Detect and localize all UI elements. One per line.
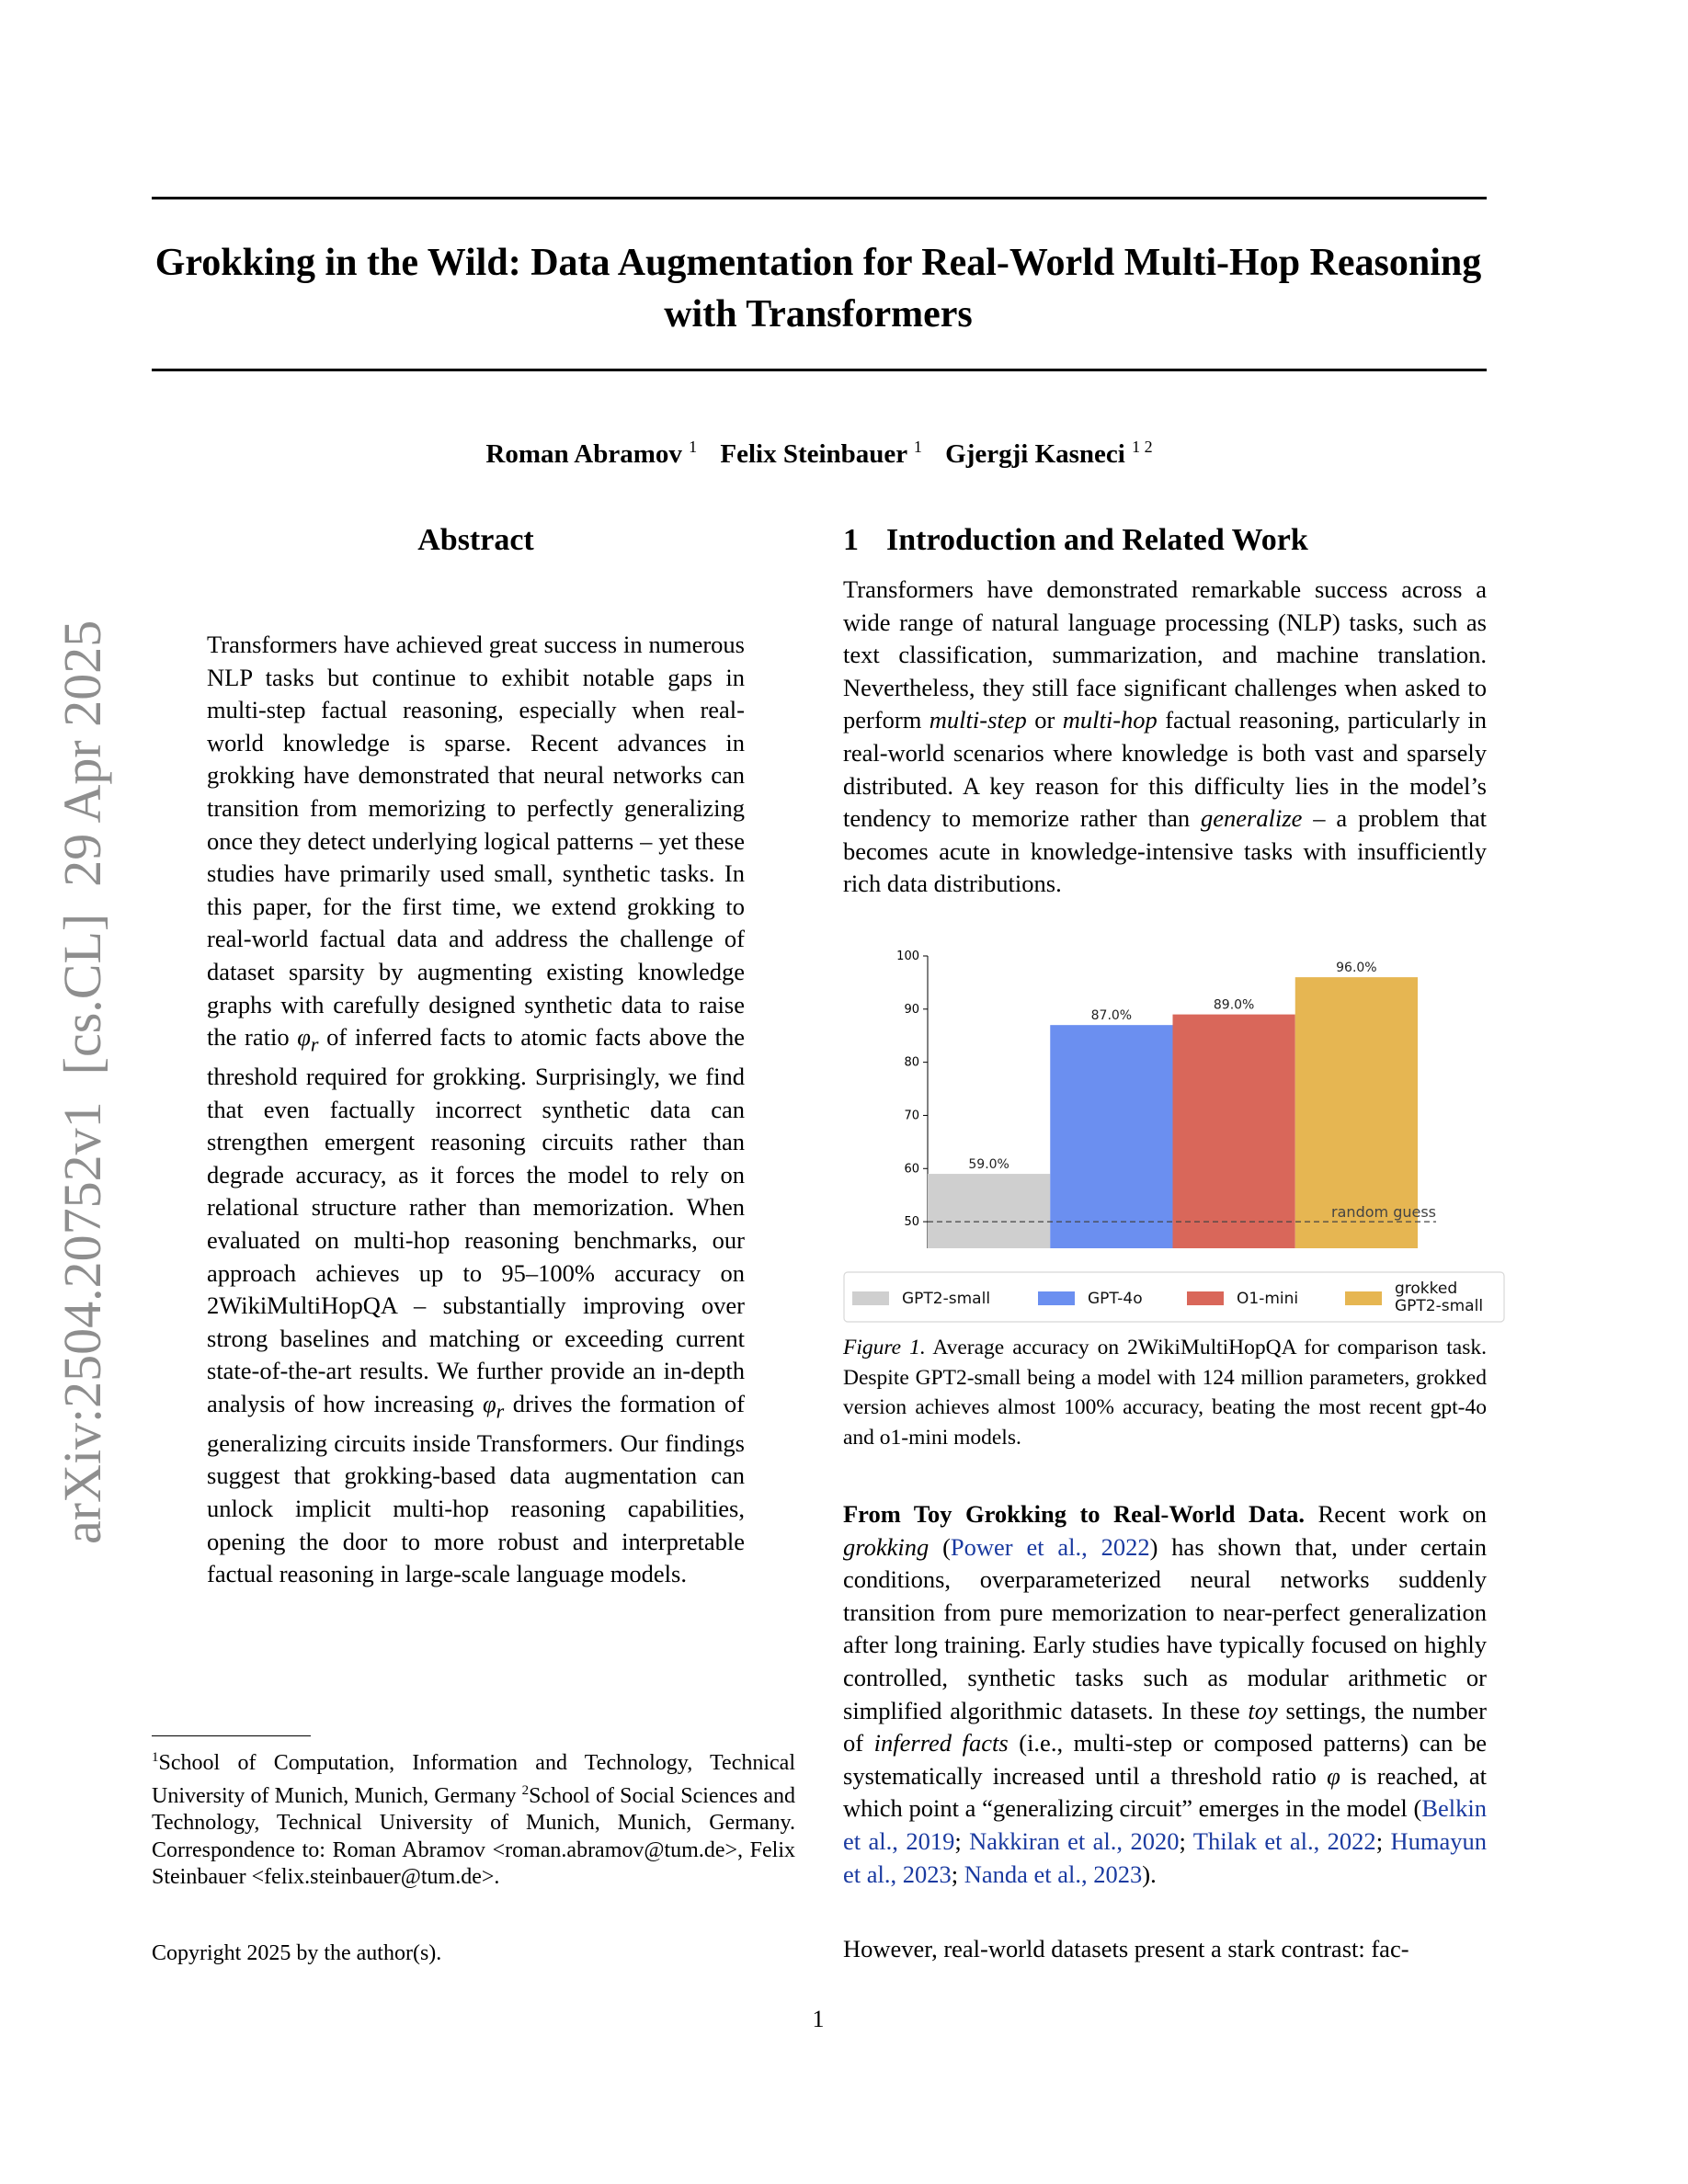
footnote-rule — [152, 1735, 311, 1736]
bar — [1173, 1015, 1295, 1248]
citation-link[interactable]: Belkin et al., 2019 — [843, 1794, 1487, 1855]
bar-value-label: 87.0% — [1090, 1008, 1133, 1024]
title-rule-bottom — [152, 369, 1487, 371]
paper-title — [129, 237, 1508, 340]
legend-swatch — [1345, 1291, 1382, 1305]
y-tick-label: 70 — [904, 1109, 919, 1123]
y-tick-label: 50 — [904, 1215, 919, 1230]
author: Roman Abramov $^1$ — [485, 438, 698, 469]
legend-swatch — [852, 1291, 889, 1305]
random-guess-label: random guess — [1331, 1203, 1436, 1222]
intro-paragraph: Transformers have demonstrated remarkable success across a wide range of natural language processing (NLP) tasks, such as text classification, summarization, and machine translation. Nevertheless, they still face significant challenges when asked to perform multi-step or multi-hop factual reasoning, particularly in real-world scenarios where knowledge is both vast and sparsely distributed. A key reason for this difficulty lies in the model’s tendency to memorize rather than generalize – a problem that becomes acute in knowledge-intensive tasks with insufficiently rich data distributions. — [843, 575, 1488, 898]
y-tick-label: 80 — [904, 1055, 919, 1070]
abstract-heading: Abstract — [417, 523, 534, 557]
bar-value-label: 89.0% — [1213, 997, 1255, 1013]
section-heading: 1 Introduction and Related Work — [843, 523, 1308, 557]
citation-link[interactable]: Thilak et al., 2022 — [1192, 1826, 1376, 1855]
citation-link[interactable]: Nakkiran et al., 2020 — [969, 1826, 1180, 1855]
author-list — [152, 428, 1487, 472]
legend-label: GPT2-small — [902, 1290, 991, 1308]
author: Gjergji Kasneci $^{1 2}$ — [945, 438, 1153, 469]
figure-label: Figure 1. — [843, 1336, 926, 1359]
title-line-1: Grokking in the Wild: Data Augmentation for Real-World Multi-Hop Reasoning — [154, 242, 1482, 284]
legend-label: GPT2-small — [1395, 1297, 1484, 1315]
figure-caption: Figure 1. Average accuracy on 2WikiMultiHopQA for comparison task. Despite GPT2-small being a model with 124 million parameters, grokked version achieves almost 100% accuracy, beating the most recent gpt-4o and o1-mini models. — [843, 1336, 1487, 1450]
title-line-2: with Transformers — [664, 293, 973, 336]
y-tick-label: 60 — [904, 1162, 919, 1177]
paragraph-heading: From Toy Grokking to Real-World Data. — [843, 1500, 1306, 1528]
arxiv-identifier[interactable]: arXiv:2504.20752v1 [cs.CL] 29 Apr 2025 — [52, 620, 112, 1544]
legend-label: GPT-4o — [1088, 1290, 1143, 1308]
bar-value-label: 96.0% — [1336, 961, 1377, 976]
bar — [1050, 1025, 1172, 1248]
bar-chart-svg — [843, 939, 1505, 1325]
phi-symbol: φ — [297, 1023, 311, 1052]
phi-symbol: φ — [483, 1389, 496, 1417]
body-paragraph: From Toy Grokking to Real-World Data. Recent work on grokking (Power et al., 2022) has shown that, under certain conditions, overparameterized neural networks suddenly transition from pure memorization to near-perfect generalization after long training. Early studies have typically focused on highly controlled, synthetic tasks such as modular arithmetic or simplified algorithmic datasets. In these toy settings, the number of inferred facts (i.e., multi-step or composed patterns) can be systematically increased until a threshold ratio φ is reached, at which point a “generalizing circuit” emerges in the model (Belkin et al., 2019; Nakkiran et al., 2020; Thilak et al., 2022; Humayun et al., 2023; Nanda et al., 2023). — [843, 1500, 1487, 1888]
legend-label: O1-mini — [1237, 1290, 1299, 1308]
y-tick-label: 90 — [904, 1002, 919, 1017]
abstract-body: Transformers have achieved great success in numerous NLP tasks but continue to exhibit notable gaps in multi-step factual reasoning, especially when real-world knowledge is sparse. Recent advances in grokking have demonstrated that neural networks can transition from memorizing to perfectly generalizing once they detect underlying logical patterns – yet these studies have primarily used small, synthetic tasks. In this paper, for the first time, we extend grokking to real-world factual data and address the challenge of dataset sparsity by augmenting existing knowledge graphs with carefully designed synthetic data to raise the ratio $\varphi_r$ of inferred facts to atomic facts above the threshold required for grokking. Surprisingly, we find that even factually incorrect synthetic data can strengthen emergent reasoning circuits rather than degrade accuracy, as it forces the model to rely on relational structure rather than memorization. When evaluated on multi-hop reasoning benchmarks, our approach achieves up to 95–100% accuracy on 2WikiMultiHopQA – substantially improving over strong baselines and matching or exceeding current state-of-the-art results. We further provide an in-depth analysis of how increasing $\varphi_r$ drives the formation of generalizing circuits inside Transformers. Our findings suggest that grokking-based data augmentation can unlock implicit multi-hop reasoning capabilities, opening the door to more robust and interpretable factual reasoning in large-scale language models. — [207, 631, 746, 1588]
citation-link[interactable]: Humayun et al., 2023 — [843, 1826, 1487, 1888]
y-tick-label: 100 — [896, 950, 919, 963]
legend-label: grokked — [1395, 1280, 1458, 1298]
figure-1-chart — [843, 939, 1505, 1325]
citation-link[interactable]: Power et al., 2022 — [950, 1532, 1150, 1561]
bar-value-label: 59.0% — [968, 1157, 1009, 1173]
phi-symbol: φ — [1327, 1761, 1340, 1790]
copyright-notice: Copyright 2025 by the author(s). — [152, 1941, 442, 1965]
citation-link[interactable]: Nanda et al., 2023 — [964, 1860, 1143, 1888]
author: Felix Steinbauer $^1$ — [720, 438, 922, 469]
affiliation-footnote: $^1$School of Computation, Information and Technology, Technical University of Munich, Munich, Germany $^2$School of Social Sciences and Technology, Technical University of Munich, Munich, Germany. Correspondence to: Roman Abramov <roman.abramov@tum.de>, Felix Steinbauer <felix.steinbauer@tum.de>. — [152, 1750, 795, 1889]
legend-swatch — [1187, 1291, 1224, 1305]
legend-swatch — [1038, 1291, 1075, 1305]
title-rule-top — [152, 197, 1487, 199]
page-number: 1 — [812, 2006, 825, 2032]
bar — [928, 1174, 1050, 1248]
body-paragraph: However, real-world datasets present a stark contrast: fac- — [843, 1935, 1409, 1962]
